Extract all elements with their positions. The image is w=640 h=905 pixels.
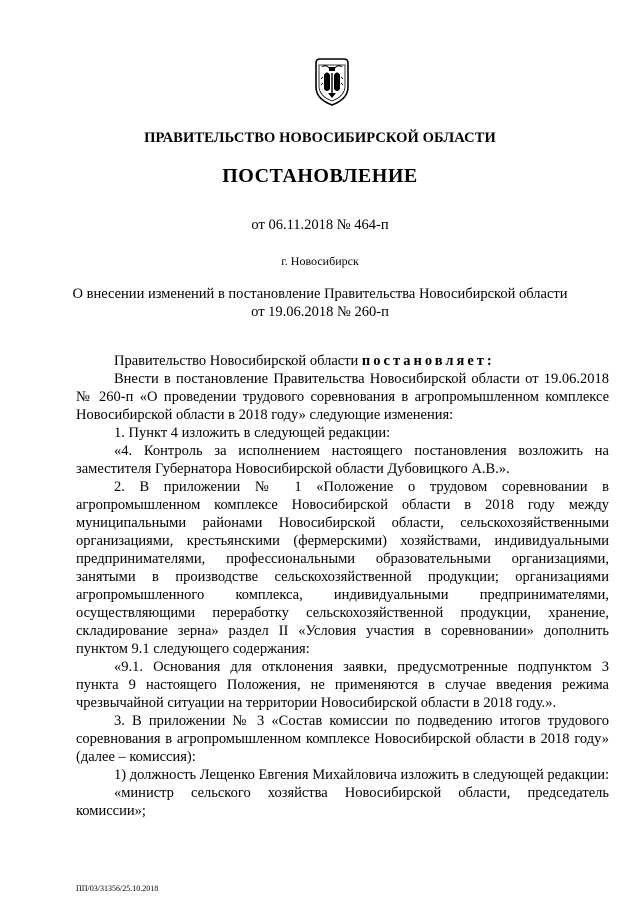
paragraph: 1. Пункт 4 изложить в следующей редакции: <box>114 425 391 441</box>
paragraph: Внести в постановление Правительства Новосибирской области от 19.06.2018 № 260-п «О проведении трудового соревнования в агропромышленном комплексе Новосибирской области в 2018 году» следующие изменения: <box>76 371 609 423</box>
date-number: от 06.11.2018 № 464-п <box>251 217 389 233</box>
document-subject <box>0 285 640 321</box>
document-body <box>76 352 609 820</box>
paragraph: 1) должность Лещенко Евгения Михайловича изложить в следующей редакции: <box>114 767 610 783</box>
subject-line-2: от 19.06.2018 № 260-п <box>251 304 389 320</box>
subject-line-1: О внесении изменений в постановление Правительства Новосибирской области <box>72 286 568 302</box>
intro-lead: Правительство Новосибирской области <box>114 353 362 369</box>
intro-verb: постановляет: <box>361 353 495 369</box>
intro-paragraph <box>76 352 609 370</box>
paragraph: 3. В приложении № 3 «Состав комиссии по подведению итогов трудового соревнования в агропромышленном комплексе Новосибирской области в 2018 году» (далее – комиссия): <box>76 713 609 765</box>
government-title: ПРАВИТЕЛЬСТВО НОВОСИБИРСКОЙ ОБЛАСТИ <box>144 130 496 146</box>
paragraph: «4. Контроль за исполнением настоящего постановления возложить на заместителя Губернатора Новосибирской области Дубовицкого А.В.». <box>76 443 609 477</box>
document-code: ПП/03/31356/25.10.2018 <box>76 884 159 893</box>
paragraph: «министр сельского хозяйства Новосибирской области, председатель комиссии»; <box>76 785 609 819</box>
paragraph: 2. В приложении № 1 «Положение о трудовом соревновании в агропромышленном комплексе Новосибирской области в 2018 году между муниципальными районами Новосибирской области, сельскохозяйственными организациями, крестьянскими (фермерскими) хозяйствами, индивидуальными предпринимателями, профессиональными образовательными организациями, занятыми в производстве сельскохозяйственной продукции; организациями агропромышленного комплекса, индивидуальными предпринимателями, осуществляющими переработку сельскохозяйственной продукции, хранение, складирование зерна» раздел II «Условия участия в соревновании» дополнить пунктом 9.1 следующего содержания: <box>76 479 609 657</box>
document-type: ПОСТАНОВЛЕНИЕ <box>222 165 418 187</box>
coat-of-arms-icon <box>312 55 352 107</box>
city: г. Новосибирск <box>281 254 359 268</box>
paragraph: «9.1. Основания для отклонения заявки, предусмотренные подпунктом 3 пункта 9 настоящего Положения, не применяются в случае введения режима чрезвычайной ситуации на территории Новосибирской области в 2018 году.». <box>76 659 609 711</box>
